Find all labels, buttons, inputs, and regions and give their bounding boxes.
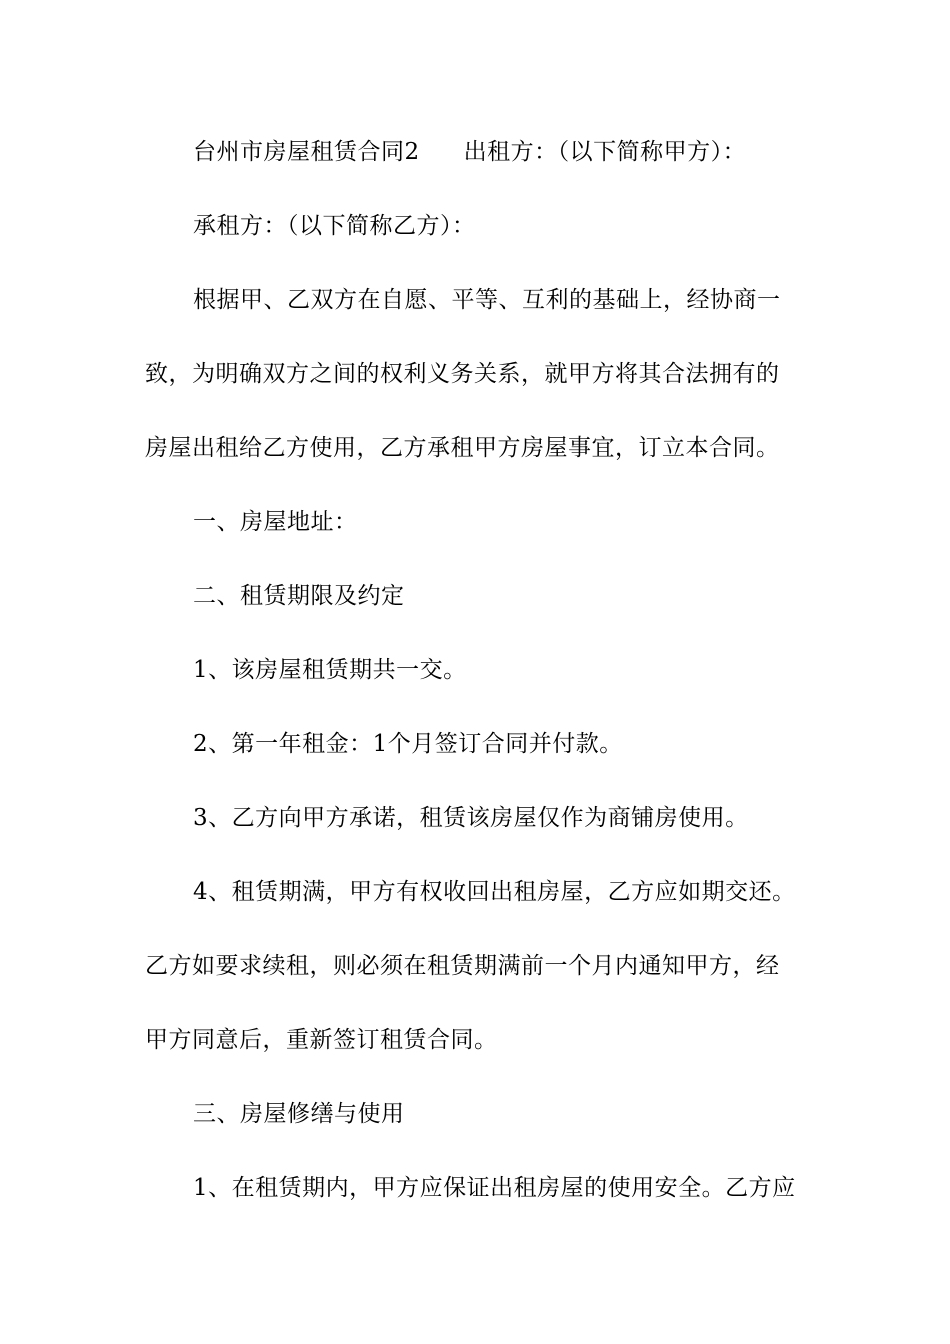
clause-line: 乙方如要求续租，则必须在租赁期满前一个月内通知甲方，经 <box>145 953 780 979</box>
clause-line: 1、在租赁期内，甲方应保证出租房屋的使用安全。乙方应 <box>193 1175 796 1201</box>
section-heading: 一、房屋地址： <box>193 509 358 535</box>
paragraph-line: 根据甲、乙双方在自愿、平等、互利的基础上，经协商一 <box>193 287 781 313</box>
section-heading: 三、房屋修缮与使用 <box>193 1101 405 1127</box>
clause-line: 4、租赁期满，甲方有权收回出租房屋，乙方应如期交还。 <box>193 879 796 905</box>
clause-line: 甲方同意后，重新签订租赁合同。 <box>145 1027 498 1053</box>
section-heading: 二、租赁期限及约定 <box>193 583 405 609</box>
clause-line: 3、乙方向甲方承诺，租赁该房屋仅作为商铺房使用。 <box>193 805 749 831</box>
lessee-line: 承租方：（以下简称乙方）： <box>193 213 476 239</box>
paragraph-line: 房屋出租给乙方使用，乙方承租甲方房屋事宜，订立本合同。 <box>145 435 780 461</box>
lessor-line: 出租方：（以下简称甲方）： <box>463 139 747 165</box>
clause-line: 2、第一年租金：1个月签订合同并付款。 <box>193 731 623 757</box>
document-title: 台州市房屋租赁合同2 <box>193 139 420 165</box>
title-line <box>193 137 873 167</box>
clause-line: 1、该房屋租赁期共一交。 <box>193 657 467 683</box>
paragraph-line: 致，为明确双方之间的权利义务关系，就甲方将其合法拥有的 <box>145 361 780 387</box>
